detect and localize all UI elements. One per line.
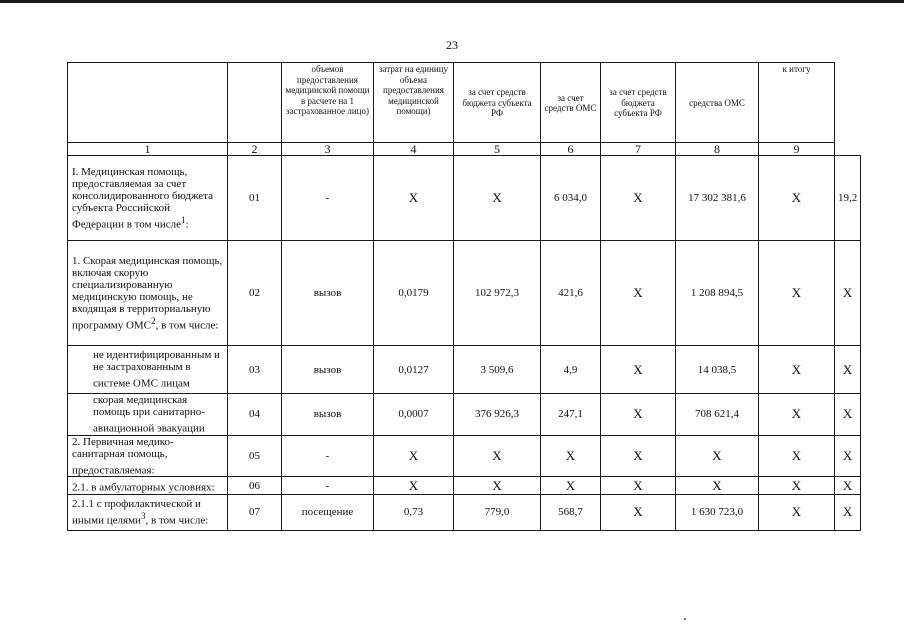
row-unit: - <box>282 156 374 241</box>
scan-top-border <box>0 0 904 3</box>
row-name-cell <box>68 156 228 241</box>
cell-total-budget: 14 038,5 <box>676 346 759 394</box>
header-cell-7: за счет средств бюджета субъекта РФ <box>601 63 676 143</box>
cell-per-capita-oms: X <box>601 494 676 530</box>
row-code: 03 <box>228 346 282 394</box>
cell-total-budget: X <box>676 435 759 477</box>
cell-per-capita-budget: 568,7 <box>541 494 601 530</box>
row-name: 2.1.1 с профилактической и иными целями <box>72 498 201 527</box>
header-cell-1 <box>68 63 228 143</box>
cell-share: X <box>835 241 861 346</box>
cell-per-capita-budget: X <box>541 477 601 495</box>
header-cell-4: затрат на единицу объема предоставления медицинской помощи) <box>374 63 454 143</box>
cell-per-capita-oms: X <box>601 477 676 495</box>
row-unit: посещение <box>282 494 374 530</box>
cell-per-capita-oms: X <box>601 346 676 394</box>
cell-share: X <box>835 435 861 477</box>
cell-cost-norm: X <box>454 477 541 495</box>
cell-volume-norm: 0,0179 <box>374 241 454 346</box>
table-row <box>68 494 861 530</box>
scan-speck <box>684 618 686 620</box>
footnote-mark: 3 <box>140 511 146 522</box>
row-name: 2. Первичная медико-санитарная помощь, предоставляемая: <box>72 435 174 477</box>
cell-total-oms: X <box>759 241 835 346</box>
row-name-cell <box>68 241 228 346</box>
header-cell-9: к итогу <box>759 63 835 143</box>
header-cell-8: средства ОМС <box>676 63 759 143</box>
cell-per-capita-oms: X <box>601 435 676 477</box>
column-number: 5 <box>454 143 541 156</box>
header-cell-5: за счет средств бюджета субъекта РФ <box>454 63 541 143</box>
table-row <box>68 477 861 495</box>
row-code: 07 <box>228 494 282 530</box>
row-code: 05 <box>228 435 282 477</box>
header-cell-2 <box>228 63 282 143</box>
financing-table <box>67 62 861 531</box>
table-row <box>68 394 861 436</box>
cell-volume-norm: 0,0007 <box>374 394 454 436</box>
column-number: 2 <box>228 143 282 156</box>
cell-total-budget: 1 630 723,0 <box>676 494 759 530</box>
row-unit: вызов <box>282 346 374 394</box>
row-unit: - <box>282 435 374 477</box>
cell-total-budget: 708 621,4 <box>676 394 759 436</box>
cell-share: X <box>835 346 861 394</box>
cell-per-capita-budget: 4,9 <box>541 346 601 394</box>
column-number: 7 <box>601 143 676 156</box>
header-cell-3: объемов предоставления медицинской помощи в расчете на 1 застрахованное лицо) <box>282 63 374 143</box>
table-row <box>68 156 861 241</box>
cell-share: X <box>835 394 861 436</box>
row-code: 02 <box>228 241 282 346</box>
row-code: 01 <box>228 156 282 241</box>
row-name: не идентифицированным и не застрахованным в системе ОМС лицам <box>93 349 220 390</box>
footnote-mark: 1 <box>180 214 186 225</box>
cell-total-oms: X <box>759 435 835 477</box>
row-code: 06 <box>228 477 282 495</box>
cell-per-capita-oms: X <box>601 241 676 346</box>
header-row <box>68 63 861 143</box>
cell-volume-norm: 0,0127 <box>374 346 454 394</box>
row-name: скорая медицинская помощь при санитарно-авиационной эвакуации <box>93 394 205 435</box>
cell-volume-norm: 0,73 <box>374 494 454 530</box>
cell-total-budget: 1 208 894,5 <box>676 241 759 346</box>
column-number: 9 <box>759 143 835 156</box>
row-name-cell <box>68 435 228 477</box>
cell-cost-norm: 102 972,3 <box>454 241 541 346</box>
cell-share: X <box>835 477 861 495</box>
cell-cost-norm: X <box>454 435 541 477</box>
row-name: I. Медицинская помощь, предоставляемая за счет консолидированного бюджета субъекта Российской Федерации в том числе <box>72 165 213 231</box>
row-name-cell <box>68 346 228 394</box>
cell-volume-norm: X <box>374 156 454 241</box>
row-name-tail: , в том числе: <box>145 514 209 527</box>
column-number: 4 <box>374 143 454 156</box>
row-code: 04 <box>228 394 282 436</box>
page-number: 23 <box>446 38 458 52</box>
row-name: 1. Скорая медицинская помощь, включая скорую специализированную медицинскую помощь, не входящая в территориальную программу ОМС <box>72 254 223 332</box>
cell-per-capita-budget: 247,1 <box>541 394 601 436</box>
row-unit: - <box>282 477 374 495</box>
column-number: 8 <box>676 143 759 156</box>
cell-cost-norm: 376 926,3 <box>454 394 541 436</box>
table-row <box>68 241 861 346</box>
cell-share: X <box>835 494 861 530</box>
column-number: 1 <box>68 143 228 156</box>
cell-volume-norm: X <box>374 435 454 477</box>
row-name-cell <box>68 477 228 495</box>
cell-total-oms: X <box>759 394 835 436</box>
column-number-row <box>68 143 861 156</box>
cell-total-budget: X <box>676 477 759 495</box>
cell-per-capita-budget: X <box>541 435 601 477</box>
cell-per-capita-budget: 6 034,0 <box>541 156 601 241</box>
row-name-cell <box>68 494 228 530</box>
row-name-tail: , в том числе: <box>155 319 219 332</box>
cell-total-budget: 17 302 381,6 <box>676 156 759 241</box>
cell-total-oms: X <box>759 156 835 241</box>
table-row <box>68 346 861 394</box>
cell-total-oms: X <box>759 346 835 394</box>
cell-cost-norm: 3 509,6 <box>454 346 541 394</box>
row-name-cell <box>68 394 228 436</box>
cell-share: 19,2 <box>835 156 861 241</box>
cell-per-capita-oms: X <box>601 394 676 436</box>
table-row <box>68 435 861 477</box>
row-unit: вызов <box>282 394 374 436</box>
cell-cost-norm: 779,0 <box>454 494 541 530</box>
footnote-mark: 2 <box>151 315 156 326</box>
cell-per-capita-oms: X <box>601 156 676 241</box>
cell-volume-norm: X <box>374 477 454 495</box>
cell-total-oms: X <box>759 477 835 495</box>
column-number: 6 <box>541 143 601 156</box>
row-unit: вызов <box>282 241 374 346</box>
cell-cost-norm: X <box>454 156 541 241</box>
cell-per-capita-budget: 421,6 <box>541 241 601 346</box>
row-name: 2.1. в амбулаторных условиях: <box>72 481 215 494</box>
column-number: 3 <box>282 143 374 156</box>
row-name-tail: : <box>185 218 189 231</box>
cell-total-oms: X <box>759 494 835 530</box>
header-cell-6: за счет средств ОМС <box>541 63 601 143</box>
